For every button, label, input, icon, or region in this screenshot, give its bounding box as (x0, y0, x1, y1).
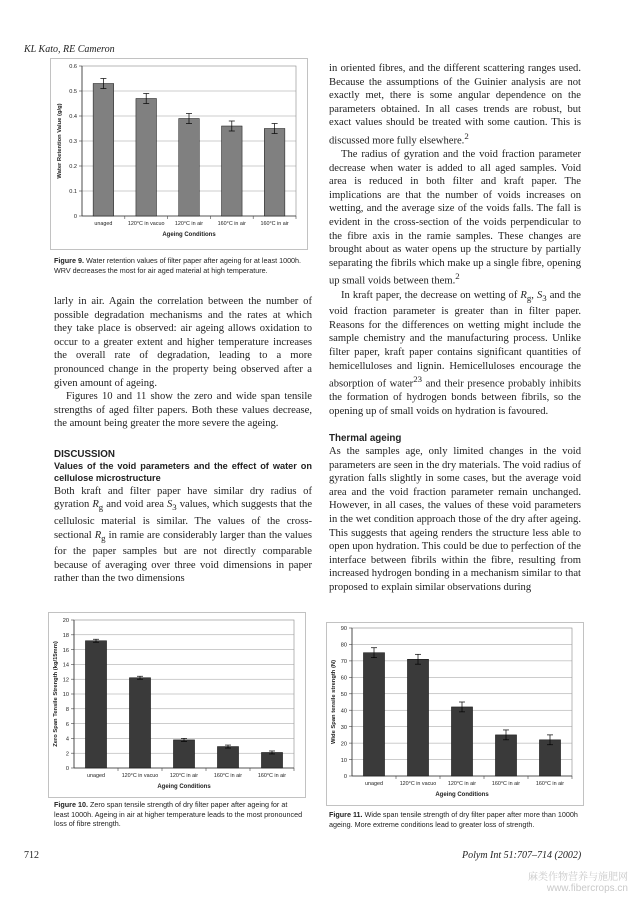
bar (264, 129, 285, 217)
y-tick-label: 0 (65, 766, 69, 773)
paragraph: In kraft paper, the decrease on wetting of $R_g$, $S_3$ and the void fraction parameter is greater than in filter paper. Reasons for the differences on wetting might include the sample chemistry and the manufacturing process. Unlike filter paper, kraft paper contains significant quantities of hemicelluloses and lignin. Hemicelluloses encourage the absorption of water$^{23}$ and their presence probably inhibits the formation of hydrogen bonds between fibrils, so the opening up of small voids on hydration is favoured. (329, 289, 581, 417)
x-tick-label: 120°C in vacuo (399, 781, 437, 787)
figure-11-caption-text: Wide span tensile strength of dry filter paper after more than 1000h ageing. More extreme conditions lead to greater loss of strength. (329, 810, 578, 829)
paragraph: in oriented fibres, and the different scattering ranges used. Because the assumptions of the Guinier analysis are not exactly met, there is some angular dependence on the parameters obtained. In all cases trends are robust, but exact values should be treated with some caution. This is discussed more fully elsewhere.$^2$ (329, 63, 581, 147)
y-tick-label: 16 (62, 647, 69, 654)
y-tick-label: 60 (340, 675, 347, 682)
x-axis-label: Ageing Conditions (435, 792, 489, 798)
bar (363, 653, 384, 776)
y-tick-label: 90 (340, 626, 347, 633)
y-tick-label: 12 (62, 677, 69, 684)
y-tick-label: 18 (62, 633, 69, 639)
bar (93, 84, 114, 217)
figure-9-caption (54, 256, 304, 275)
y-tick-label: 4 (65, 736, 69, 743)
figure-10-label: Figure 10. (54, 800, 88, 809)
watermark: 麻类作物营养与施肥网 www.fibercrops.cn (528, 872, 628, 894)
bar (136, 99, 157, 217)
page-number: 712 (24, 850, 39, 861)
y-tick-label: 30 (340, 724, 347, 731)
x-tick-label: 160°C in air (491, 781, 521, 787)
right-column (329, 62, 581, 595)
y-tick-label: 0.2 (69, 164, 77, 171)
figure-11-label: Figure 11. (329, 810, 363, 819)
bar (261, 752, 282, 768)
paragraph: Both kraft and filter paper have similar dry radius of gyration $R_g$ and void area $S_3$ values, which suggests that the cellulosic material is similar. The values of the cross-sectional $R_g$ in ramie are considerably larger than the values for the paper samples but are not directly comparable because of averaging over three void dimensions in paper rather than the two dimensions (54, 485, 313, 585)
x-tick-label: 160°C in air (535, 781, 565, 787)
figure-11-chart (326, 622, 584, 806)
bar (179, 119, 200, 217)
paragraph: The radius of gyration and the void fraction parameter decrease when water is added to all aged samples. Void area is reduced in both filter and kraft paper. The implications are that the number of voids increases on wetting, and the average size of the voids falls. The fall is evident in the cross-section of the voids perpendicular to the fibre axis in the ramie samples. These changes are brought about as water opens up the structure by partially separating the fibrils which make up a single fibre, opening up small voids between them.$^2$ (329, 149, 581, 287)
section-heading-thermal-ageing: Thermal ageing (329, 432, 402, 444)
y-tick-label: 50 (340, 691, 347, 698)
bar (129, 678, 150, 768)
bar (451, 707, 472, 776)
x-axis-label: Ageing Conditions (162, 232, 216, 238)
journal-citation: Polym Int 51:707–714 (2002) (462, 850, 582, 861)
y-tick-label: 0.5 (69, 89, 77, 96)
y-tick-label: 70 (340, 659, 347, 666)
y-tick-label: 20 (62, 618, 69, 625)
left-column (54, 295, 312, 586)
x-axis-label: Ageing Conditions (157, 784, 211, 790)
bar (173, 740, 194, 768)
y-tick-label: 2 (65, 751, 69, 758)
x-tick-label: 160°C in air (217, 221, 246, 227)
y-tick-label: 20 (340, 741, 347, 748)
y-tick-label: 0.3 (69, 139, 77, 146)
running-header: KL Kato, RE Cameron (24, 44, 115, 55)
y-tick-label: 6 (65, 721, 69, 728)
bar (222, 126, 243, 216)
figure-10-chart (48, 612, 306, 798)
x-tick-label: 120°C in air (169, 773, 199, 779)
y-axis-label: Wide Span tensile strength (N) (331, 659, 337, 745)
y-tick-label: 0 (73, 214, 77, 221)
y-axis-label: Water Retention Value (g/g) (57, 103, 63, 179)
y-tick-label: 0.4 (69, 114, 77, 121)
x-tick-label: 160°C in air (260, 221, 289, 227)
x-tick-label: unaged (365, 781, 383, 787)
paragraph: larly in air. Again the correlation between the number of possible degradation mechanisms and the rates at which they take place is observed: air ageing allows oxidation to occur to a greater extent and higher temperature increases the overall rate of degradation, leading to a more pronounced change in the property being observed after a given amount of ageing. (54, 296, 312, 389)
bar (217, 747, 238, 768)
subsection-heading-void-parameters: Values of the void parameters and the effect of water on cellulose microstructure (54, 461, 312, 484)
figure-9-label: Figure 9. (54, 256, 84, 265)
paragraph: Figures 10 and 11 show the zero and wide span tensile strengths of aged filter papers. Both these values decrease, the amount being greater the more severe the ageing. (54, 391, 312, 430)
x-tick-label: 120°C in air (174, 221, 204, 227)
y-axis-label: Zero Span Tensile Strength (kg/15mm) (53, 641, 59, 747)
y-tick-label: 14 (62, 662, 69, 669)
y-tick-label: 80 (340, 642, 347, 649)
y-tick-label: 0.6 (69, 64, 77, 71)
x-tick-label: unaged (87, 773, 105, 779)
y-tick-label: 0 (343, 774, 347, 781)
section-heading-discussion: DISCUSSION (54, 448, 115, 460)
figure-10-caption (54, 800, 304, 829)
y-tick-label: 8 (65, 707, 69, 713)
bar (539, 740, 560, 776)
x-tick-label: 160°C in air (257, 773, 287, 779)
y-tick-label: 10 (340, 757, 347, 764)
y-tick-label: 40 (340, 708, 347, 715)
bar (495, 735, 516, 776)
figure-9-chart (50, 58, 308, 250)
figure-9-caption-text: Water retention values of filter paper after ageing for at least 1000h. WRV decreases the most for air aged material at high temperature. (54, 256, 302, 275)
x-tick-label: 120°C in vacuo (127, 221, 165, 227)
y-tick-label: 0.1 (69, 189, 77, 196)
x-tick-label: 160°C in air (213, 773, 243, 779)
figure-10-caption-text: Zero span tensile strength of dry filter paper after ageing for at least 1000h. Ageing in air at higher temperature leads to the most pronounced loss of fibre strength. (54, 800, 303, 829)
bar (407, 659, 428, 776)
x-tick-label: 120°C in vacuo (121, 773, 159, 779)
x-tick-label: 120°C in air (447, 781, 477, 787)
x-tick-label: unaged (94, 221, 113, 227)
paragraph: As the samples age, only limited changes in the void parameters are seen in the dry materials. The void radius of gyration falls slightly in some cases, but the average void area and the void fraction parameter remain unchanged. However, in all cases, the values of these void parameters in the wet condition approach those of the dry after ageing. This suggests that ageing renders the structure less able to open upon hydration. This could be due to perfection of the interface between fibrils within the fibre, resulting from increased hydrogen bonding in a mechanism similar to that proposed to explain similar observations during (329, 446, 581, 593)
y-tick-label: 10 (62, 692, 69, 699)
figure-11-caption (329, 810, 579, 829)
bar (85, 641, 106, 768)
